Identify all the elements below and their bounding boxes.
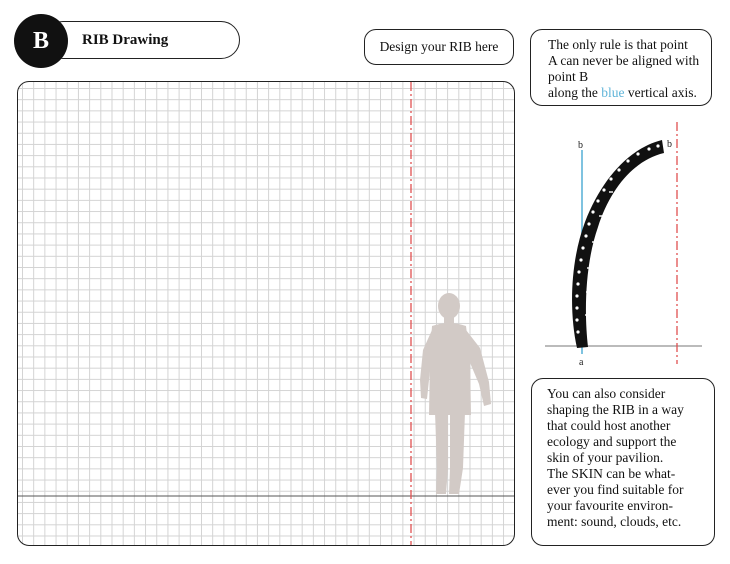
- note-line: skin of your pavilion.: [547, 450, 664, 465]
- drawing-canvas[interactable]: [17, 81, 515, 546]
- note-line: ment: sound, clouds, etc.: [547, 514, 682, 529]
- label-b-left: b: [578, 140, 583, 151]
- canvas-overlay: [18, 82, 515, 546]
- page-title: RIB Drawing: [82, 31, 169, 48]
- rule-line-4: [548, 85, 711, 101]
- note-line: ever you find suitable for: [547, 482, 684, 497]
- note-line: your favourite environ-: [547, 498, 673, 513]
- design-prompt-text: Design your RIB here: [379, 39, 499, 54]
- human-scale-figure: [420, 293, 491, 494]
- rule-line-4-after: vertical axis.: [624, 85, 697, 100]
- section-badge: B: [14, 14, 68, 68]
- note-line: The SKIN can be what-: [547, 466, 676, 481]
- note-line: shaping the RIB in a way: [547, 402, 684, 417]
- label-a: a: [579, 357, 584, 367]
- note-box: [531, 378, 715, 546]
- page-title-pill: [44, 21, 240, 59]
- note-line: that could host another: [547, 418, 671, 433]
- rule-line-4-before: along the: [548, 85, 602, 100]
- note-line: You can also consider: [547, 386, 666, 401]
- rib-diagram: [540, 112, 715, 367]
- label-b-right: b: [667, 139, 672, 150]
- rule-line-1: The only rule is that point: [548, 37, 688, 52]
- rule-line-3: point B: [548, 69, 589, 84]
- rule-box: [530, 29, 712, 106]
- design-prompt-box: [364, 29, 514, 65]
- note-line: ecology and support the: [547, 434, 677, 449]
- rule-blue-word: blue: [601, 85, 625, 100]
- rule-line-2: A can never be aligned with: [548, 53, 700, 68]
